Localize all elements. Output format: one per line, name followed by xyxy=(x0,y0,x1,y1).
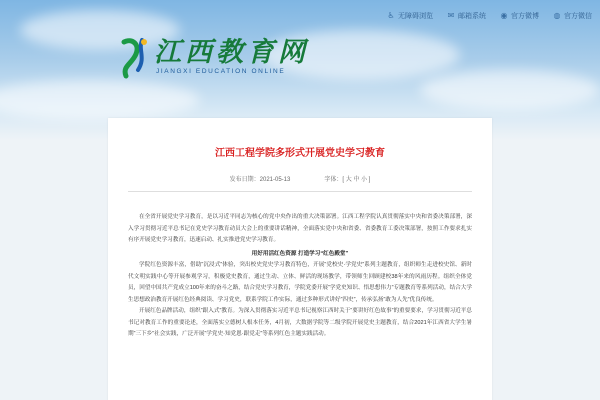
article-subheading: 用好用活红色资源 打造学习“红色殿堂” xyxy=(251,250,349,257)
logo-english-text: JIANGXI EDUCATION ONLINE xyxy=(156,68,286,75)
wechat-icon: ◍ xyxy=(553,11,561,20)
wechat-link[interactable] xyxy=(553,11,592,21)
site-logo[interactable] xyxy=(118,36,309,80)
mail-icon: ✉ xyxy=(447,11,455,20)
mail-label: 邮箱系统 xyxy=(458,12,486,20)
publish-date-value: 2021-05-13 xyxy=(259,177,291,183)
article-paragraph: 在全省开展党史学习教育，是以习近平同志为核心的党中央作出的重大决策部署。江西工程学院认真贯彻落实中央和省委决策部署，深入学习贯彻习近平总书记在党史学习教育动员大会上的重要讲话精神，全面落实党中央和省委、省委教育工委决策部署，按照工作要求扎实有序开展党史学习教育，迅速启动、扎实推进党史学习教育。 xyxy=(128,214,472,243)
article-meta xyxy=(128,174,472,183)
mail-link[interactable] xyxy=(447,11,486,21)
logo-mark-icon xyxy=(118,36,150,80)
publish-date xyxy=(230,174,291,183)
article-body xyxy=(128,212,472,341)
wechat-label: 官方微信 xyxy=(564,12,592,20)
font-size-options[interactable]: [ 大 中 小 ] xyxy=(342,177,371,183)
font-size-control xyxy=(324,174,370,183)
accessibility-label: 无障碍浏览 xyxy=(398,12,433,20)
meta-divider xyxy=(128,191,472,192)
accessibility-icon: ♿ xyxy=(387,11,395,20)
weibo-label: 官方微博 xyxy=(511,12,539,20)
article-panel xyxy=(108,118,492,400)
article-title: 江西工程学院多形式开展党史学习教育 xyxy=(215,148,385,159)
weibo-icon: ◉ xyxy=(500,11,508,20)
font-size-label: 字体： xyxy=(324,177,343,183)
article-paragraph: 开展红色品牌活动，组织“跟入式”教育。为深入贯彻落实习近平总书记视察江西时关于“要讲好红色故事”的重要要求，学习贯彻习近平总书记对教育工作的重要论述，全面落实立德树人根本任务，4月初，大数据学院等二级学院开展党史主题教育，结合2021年江西省大学生暑期“三下乡”社会实践，广泛开展“学党史·知党恩·跟党走”等系列红色主题实践活动。 xyxy=(128,308,472,337)
publish-date-label: 发布日期： xyxy=(229,177,260,183)
weibo-link[interactable] xyxy=(500,11,539,21)
top-utility-bar xyxy=(387,8,592,24)
accessibility-link[interactable] xyxy=(387,11,433,21)
article-paragraph: 学院红色资源丰富，借助“沉浸式”体验，突出校史党史学习教育特色，开展“党校史·学党史”系列主题教育，组织师生走进校史馆、新时代文明实践中心等开展参观学习，积极党史教育，通过生动、立体、鲜活的现场教学，带领师生回顾建校38年来的风雨历程。组织全体党员，回望中国共产党成立100年来的奋斗之路，结合党史学习教育，学院党委开展“学党史知识、悟思想伟力”专题教育等系列活动，结合大学生思想政治教育开展红色经典阅读、学习党史，联系学院工作实际，通过多种形式讲好“四史”，传承弘扬“敢为人先”优良传统。 xyxy=(128,262,472,303)
logo-chinese-text: 江西教育网 xyxy=(154,37,309,68)
